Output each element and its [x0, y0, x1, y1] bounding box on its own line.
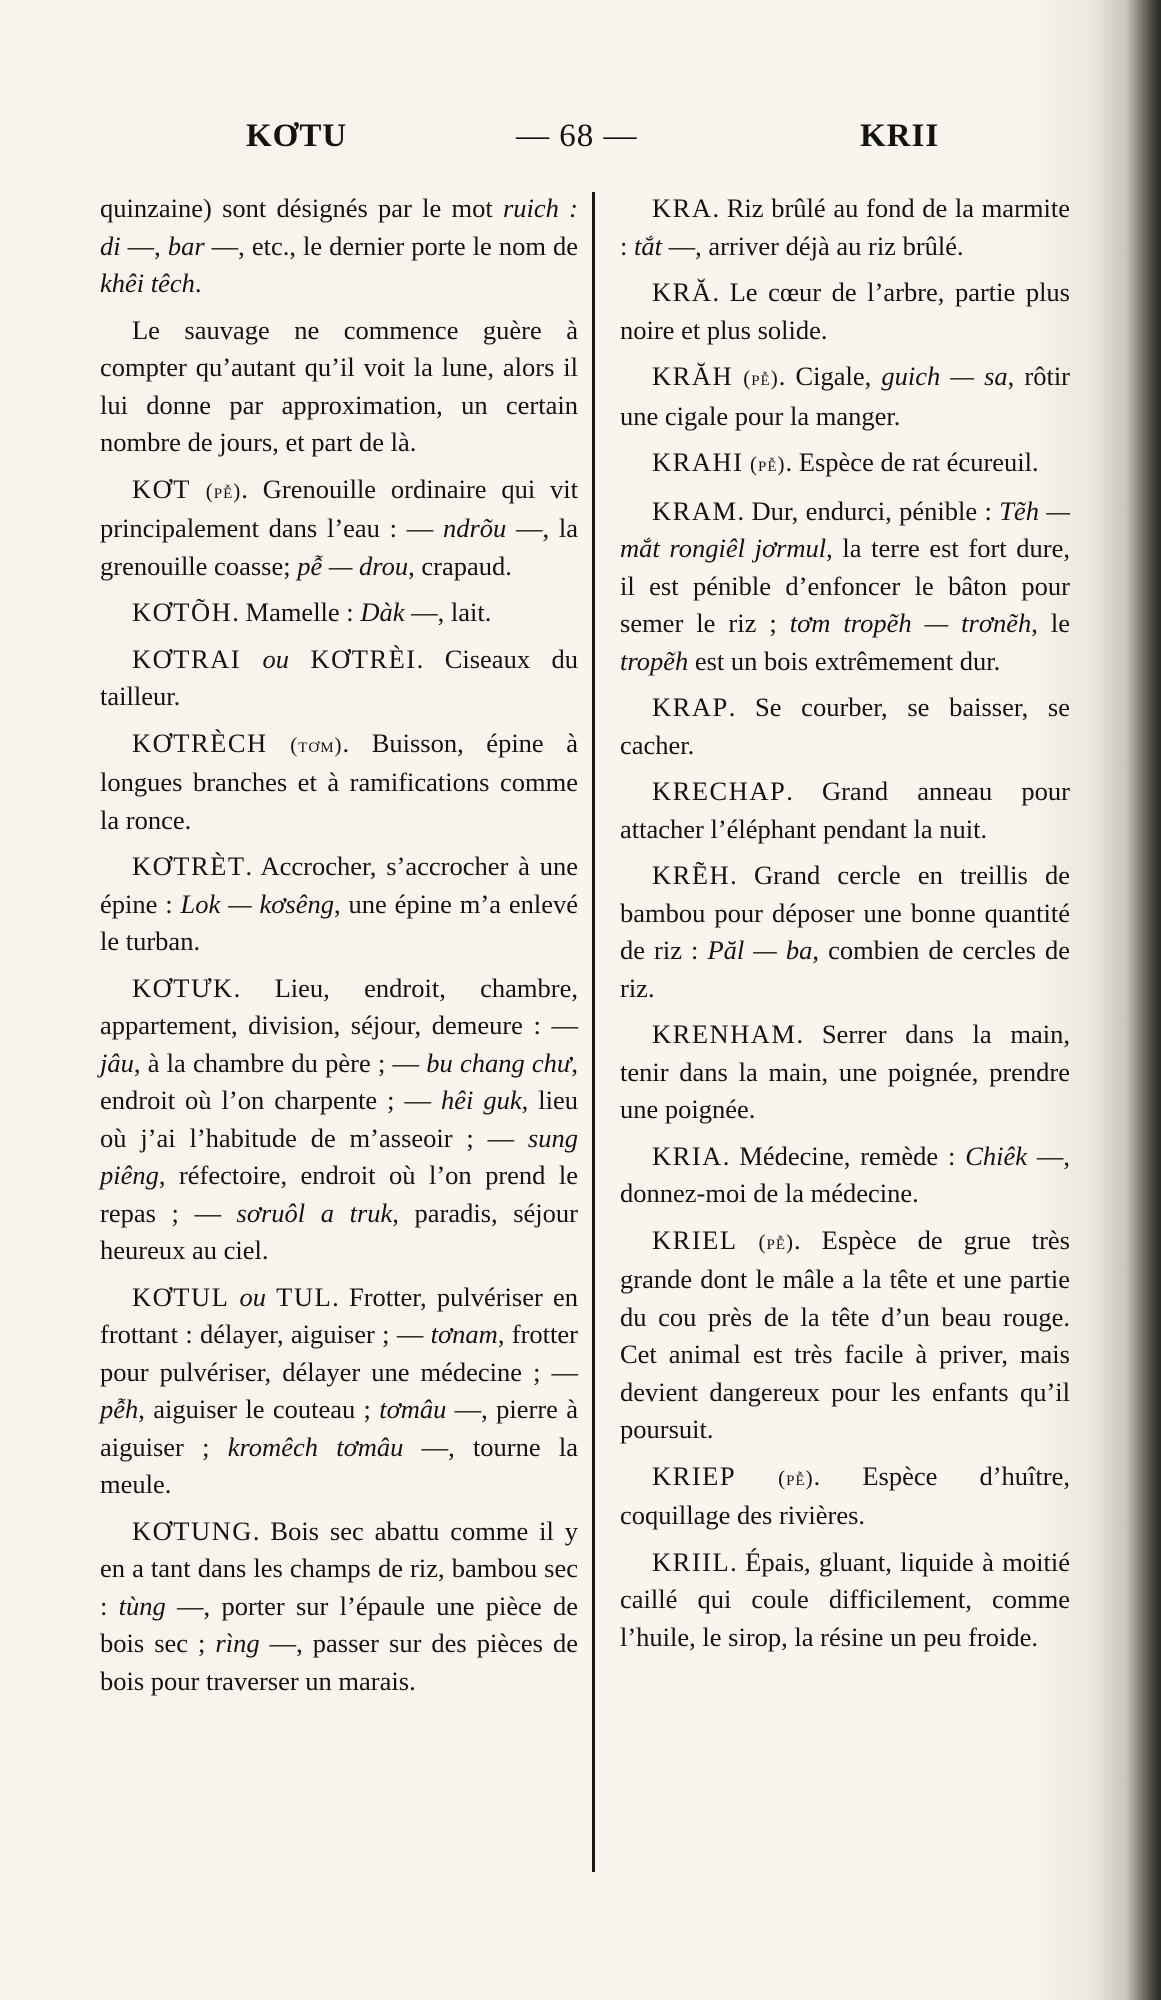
- definition-text: , endroit où l’on charpente ; —: [100, 1047, 578, 1115]
- headword: KRIA: [652, 1140, 723, 1171]
- dialect-tag: (pễ): [743, 366, 779, 390]
- left-column: [100, 190, 578, 1709]
- dictionary-entry: [100, 312, 578, 462]
- definition-text: , une épine m’a enlevé le turban.: [100, 888, 579, 956]
- headword: KƠTUNG: [132, 1515, 253, 1546]
- italic-example: sơruôl a truk: [236, 1197, 393, 1228]
- column-divider: [592, 192, 595, 1872]
- italic-example: tắt: [634, 230, 662, 261]
- definition-text: . Le cœur de l’arbre, partie plus noire et plus solide.: [620, 277, 1070, 345]
- definition-text: . Épais, gluant, liquide à moitié caillé qui coule difficilement, comme l’huile, le sirop, la résine un peu froide.: [620, 1546, 1070, 1652]
- dictionary-entry: [620, 689, 1070, 764]
- definition-text: , crapaud.: [408, 550, 512, 581]
- page-number: — 68 —: [516, 118, 638, 154]
- italic-example: bu chang chư: [426, 1047, 572, 1078]
- definition-text: . Riz brûlé au fond de la marmite :: [620, 193, 1070, 261]
- italic-example: pễh: [100, 1394, 139, 1424]
- italic-example: khêi têch: [100, 268, 195, 298]
- italic-example: tùng: [118, 1590, 166, 1621]
- italic-example: tơm tropẽh — trơnẽh: [789, 608, 1032, 638]
- definition-text: . Lieu, endroit, chambre, appartement, division, séjour, demeure : —: [100, 972, 578, 1040]
- definition-text: —, passer sur des pièces de bois pour traverser un marais.: [100, 1628, 578, 1696]
- headword: KRAHI: [652, 447, 744, 477]
- dictionary-entry: [100, 594, 578, 632]
- italic-example: ou: [241, 643, 311, 674]
- definition-text: , la terre est fort dure, il est pénible d’enfoncer le bâton pour semer le riz ;: [620, 533, 1070, 638]
- definition-text: —, porter sur l’épaule une pièce de bois sec ;: [100, 1590, 578, 1658]
- definition-text: , réfectoire, endroit où l’on prend le repas ; —: [100, 1160, 578, 1228]
- headword: KRIIL: [652, 1546, 731, 1577]
- definition-text: , combien de cercles de riz.: [620, 935, 1071, 1003]
- definition-text: . Espèce d’huître, coquillage des rivières.: [620, 1460, 1070, 1530]
- dialect-tag: (pễ): [205, 478, 242, 503]
- headword: KƠTRÈI: [310, 643, 417, 674]
- headword: KRẼH: [652, 860, 731, 890]
- dictionary-entry: [620, 190, 1070, 265]
- dialect-tag: (pễ): [758, 1229, 795, 1254]
- italic-example: sung piêng: [100, 1122, 578, 1190]
- italic-example: tropẽh: [620, 645, 689, 676]
- headword: KƠTƯK: [132, 972, 234, 1003]
- definition-text: —, lait.: [404, 597, 492, 627]
- definition-text: . Grand cercle en treillis de bambou pour déposer une bonne quantité de riz :: [620, 860, 1070, 965]
- italic-example: hêi guk: [441, 1085, 522, 1115]
- definition-text: . Grenouille ordinaire qui vit principalement dans l’eau : —: [100, 473, 579, 543]
- definition-text: , le: [1031, 608, 1071, 638]
- definition-text: .: [194, 268, 202, 298]
- headword: KRĂ: [652, 277, 713, 307]
- definition-text: . Espèce de grue très grande dont le mâle a la tête et une partie du cou près de la tête d’un beau rouge. Cet animal est très facile à priver, mais devient dangereux pour les enfants qu’il poursuit.: [620, 1224, 1070, 1444]
- definition-text: —, etc., le dernier porte le nom de: [204, 230, 578, 261]
- italic-example: rìng: [215, 1628, 260, 1658]
- headword: KRECHAP: [652, 776, 787, 806]
- italic-example: pễ — drou: [297, 550, 409, 581]
- definition-text: [268, 728, 291, 758]
- dialect-tag: (pễ): [750, 452, 786, 476]
- italic-example: ndrõu: [442, 513, 507, 543]
- dictionary-entry: [100, 970, 578, 1270]
- dictionary-entry: [620, 444, 1070, 484]
- italic-example: tơmâu: [379, 1394, 447, 1424]
- headword: KRĂH: [652, 361, 734, 391]
- dictionary-entry: [620, 773, 1070, 848]
- dictionary-entry: [620, 1138, 1070, 1213]
- dictionary-entry: [100, 190, 578, 303]
- definition-text: , rôtir une cigale pour la manger.: [620, 361, 1071, 431]
- definition-text: [733, 361, 743, 391]
- dictionary-entry: [100, 641, 578, 716]
- dialect-tag: (tơm): [290, 732, 343, 757]
- italic-example: guich — sa: [881, 361, 1008, 391]
- headword: KƠTRÈCH: [132, 727, 268, 758]
- definition-text: . Ciseaux du tailleur.: [100, 643, 579, 711]
- headword: KƠTÕH: [132, 597, 233, 627]
- definition-text: [736, 1461, 778, 1491]
- dictionary-entry: [100, 1513, 578, 1701]
- headword: KƠTRÈT: [132, 851, 246, 881]
- right-column: [620, 190, 1070, 1665]
- definition-text: —, donnez-moi de la médecine.: [620, 1140, 1070, 1208]
- dictionary-entry: [620, 274, 1070, 349]
- definition-text: , frotter pour pulvériser, délayer une médecine ; —: [100, 1319, 578, 1387]
- headword: KƠTRAI: [132, 643, 242, 674]
- italic-example: Chiêk: [965, 1140, 1028, 1171]
- dialect-tag: (pễ): [778, 1465, 814, 1490]
- headword: KƠTUL: [132, 1281, 230, 1312]
- definition-text: —,: [120, 230, 168, 261]
- dictionary-entry: [100, 848, 578, 961]
- headword: TUL: [276, 1281, 333, 1312]
- dictionary-entry: [620, 1544, 1070, 1657]
- definition-text: —, arriver déjà au riz brûlé.: [661, 230, 964, 261]
- definition-text: , paradis, séjour heureux au ciel.: [100, 1197, 578, 1265]
- dictionary-entry: [620, 1222, 1070, 1449]
- definition-text: . Mamelle :: [232, 597, 361, 627]
- italic-example: Dàk: [360, 597, 405, 627]
- definition-text: —, pierre à aiguiser ;: [100, 1394, 578, 1462]
- dictionary-entry: [620, 857, 1070, 1007]
- headword: KRIEL: [652, 1224, 738, 1255]
- italic-example: ruich : di: [100, 193, 578, 261]
- definition-text: quinzaine) sont désignés par le mot: [100, 193, 503, 223]
- italic-example: jâu: [100, 1047, 134, 1078]
- dictionary-entry: [620, 358, 1070, 435]
- italic-example: kromêch tơmâu: [227, 1431, 404, 1462]
- definition-text: est un bois extrêmement dur.: [688, 645, 1001, 676]
- definition-text: . Accrocher, s’accrocher à une épine :: [100, 851, 578, 919]
- dictionary-entry: [100, 1279, 578, 1504]
- dictionary-entry: [100, 725, 578, 840]
- definition-text: , à la chambre du père ; —: [133, 1047, 427, 1078]
- dictionary-entry: [100, 471, 578, 586]
- dictionary-entry: [620, 493, 1070, 681]
- dictionary-entry: [620, 1458, 1070, 1535]
- italic-example: Tẽh — mắt rongiêl jơrmul: [620, 495, 1070, 563]
- definition-text: , aiguiser le couteau ;: [138, 1394, 380, 1424]
- headword: KRIEP: [652, 1460, 737, 1491]
- running-head-right: KRII: [860, 118, 940, 154]
- definition-text: , lieu où j’ai l’habitude de m’asseoir ; —: [100, 1085, 578, 1153]
- italic-example: Lok — kơsêng: [180, 888, 334, 919]
- definition-text: . Frotter, pulvériser en frottant : délayer, aiguiser ; —: [100, 1281, 578, 1349]
- italic-example: tơnam: [430, 1319, 498, 1349]
- definition-text: —, la grenouille coasse;: [100, 513, 578, 581]
- headword: KRENHAM: [652, 1019, 797, 1049]
- definition-text: . Serrer dans la main, tenir dans la main, une poignée, prendre une poignée.: [620, 1019, 1070, 1124]
- headword: KRA: [652, 193, 713, 223]
- running-head-left: KƠTU: [246, 118, 348, 154]
- dictionary-entry: [620, 1016, 1070, 1129]
- definition-text: [738, 1225, 759, 1255]
- italic-example: Păl — ba: [707, 935, 813, 965]
- definition-text: . Médecine, remède :: [722, 1140, 966, 1171]
- italic-example: ou: [229, 1281, 277, 1312]
- headword: KRAP: [652, 692, 729, 722]
- definition-text: . Grand anneau pour attacher l’éléphant pendant la nuit.: [620, 776, 1070, 844]
- definition-text: . Dur, endurci, pénible :: [737, 495, 1000, 526]
- headword: KRAM: [652, 495, 738, 526]
- definition-text: Le sauvage ne commence guère à compter qu’autant qu’il voit la lune, alors il lui donne par approximation, un certain nombre de jours, et part de là.: [100, 314, 578, 457]
- headword: KƠT: [132, 473, 191, 504]
- italic-example: bar: [167, 230, 205, 261]
- definition-text: . Se courber, se baisser, se cacher.: [620, 692, 1070, 760]
- definition-text: . Bois sec abattu comme il y en a tant dans les champs de riz, bambou sec :: [100, 1515, 578, 1621]
- definition-text: —, tourne la meule.: [100, 1431, 579, 1499]
- definition-text: [191, 474, 206, 504]
- definition-text: . Cigale,: [778, 361, 882, 391]
- definition-text: . Buisson, épine à longues branches et à ramifications comme la ronce.: [100, 727, 579, 835]
- definition-text: . Espèce de rat écureuil.: [785, 447, 1039, 477]
